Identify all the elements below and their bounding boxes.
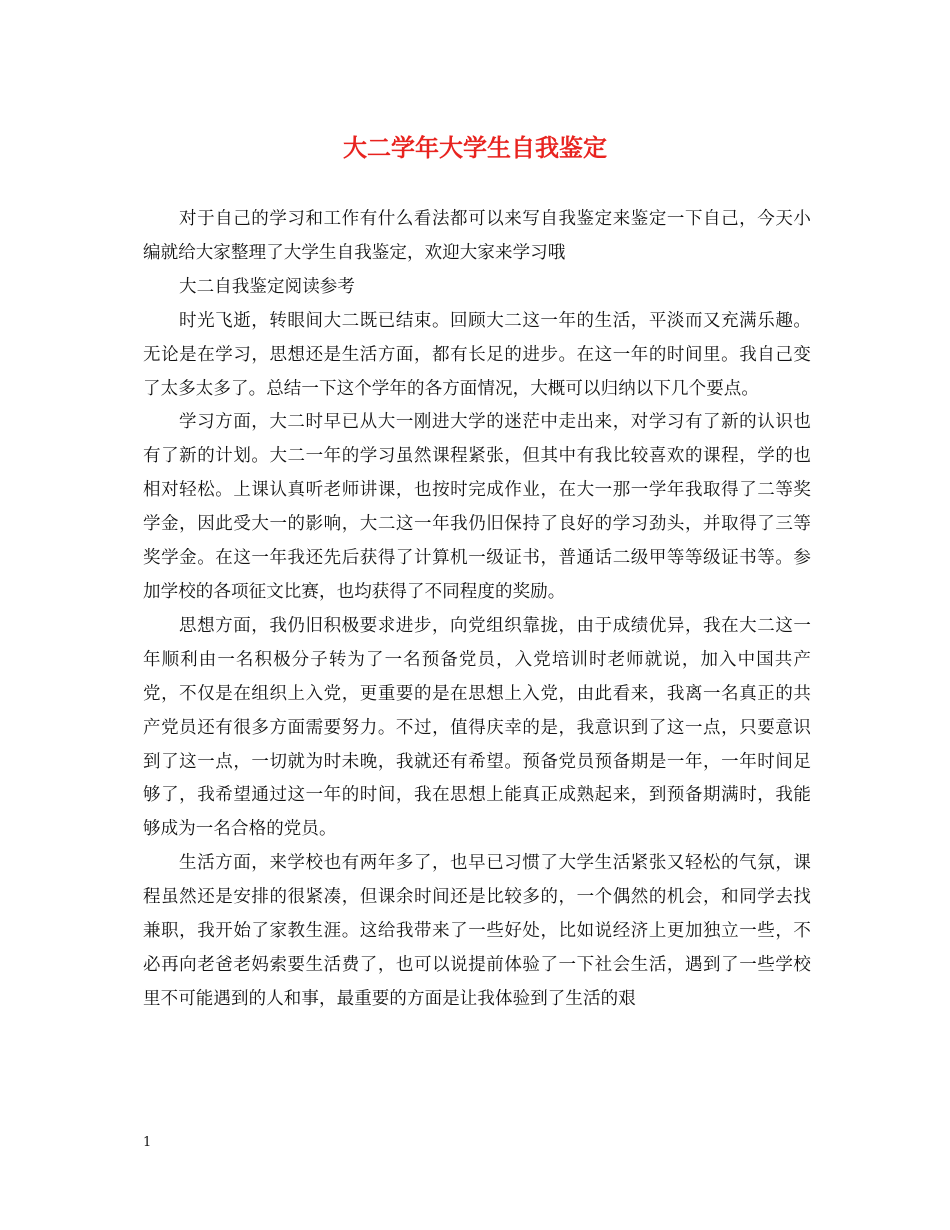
page-number: 1 <box>143 1135 152 1150</box>
document-title: 大二学年大学生自我鉴定 <box>343 133 607 162</box>
paragraph-life: 生活方面，来学校也有两年多了，也早已习惯了大学生活紧张又轻松的气氛，课程虽然还是安排的很紧凑，但课余时间还是比较多的，一个偶然的机会，和同学去找兼职，我开始了家教生涯。这给我带来了一些好处，比如说经济上更加独立一些，不必再向老爸老妈索要生活费了，也可以说提前体验了一下社会生活，遇到了一些学校里不可能遇到的人和事，最重要的方面是让我体验到了生活的艰 <box>143 853 811 1009</box>
paragraph-study: 学习方面，大二时早已从大一刚进大学的迷茫中走出来，对学习有了新的认识也有了新的计划。大二一年的学习虽然课程紧张，但其中有我比较喜欢的课程，学的也相对轻松。上课认真听老师讲课，也按时完成作业，在大一那一学年我取得了二等奖学金，因此受大一的影响，大二这一年我仍旧保持了良好的学习劲头，并取得了三等奖学金。在这一年我还先后获得了计算机一级证书，普通话二级甲等等级证书等。参加学校的各项征文比赛，也均获得了不同程度的奖励。 <box>143 412 811 602</box>
paragraph-intro: 对于自己的学习和工作有什么看法都可以来写自我鉴定来鉴定一下自己，今天小编就给大家整理了大学生自我鉴定，欢迎大家来学习哦 <box>143 209 811 263</box>
paragraph-subheading: 大二自我鉴定阅读参考 <box>179 276 355 297</box>
document-body <box>143 203 811 1017</box>
paragraph-thought: 思想方面，我仍旧积极要求进步，向党组织靠拢，由于成绩优异，我在大二这一年顺利由一名积极分子转为了一名预备党员，入党培训时老师就说，加入中国共产党，不仅是在组织上入党，更重要的是在思想上入党，由此看来，我离一名真正的共产党员还有很多方面需要努力。不过，值得庆幸的是，我意识到了这一点，只要意识到了这一点，一切就为时未晚，我就还有希望。预备党员预备期是一年，一年时间足够了，我希望通过这一年的时间，我在思想上能真正成熟起来，到预备期满时，我能够成为一名合格的党员。 <box>143 615 811 840</box>
paragraph-overview: 时光飞逝，转眼间大二既已结束。回顾大二这一年的生活，平淡而又充满乐趣。无论是在学习，思想还是生活方面，都有长足的进步。在这一年的时间里。我自己变了太多太多了。总结一下这个学年的各方面情况，大概可以归纳以下几个要点。 <box>143 310 811 399</box>
